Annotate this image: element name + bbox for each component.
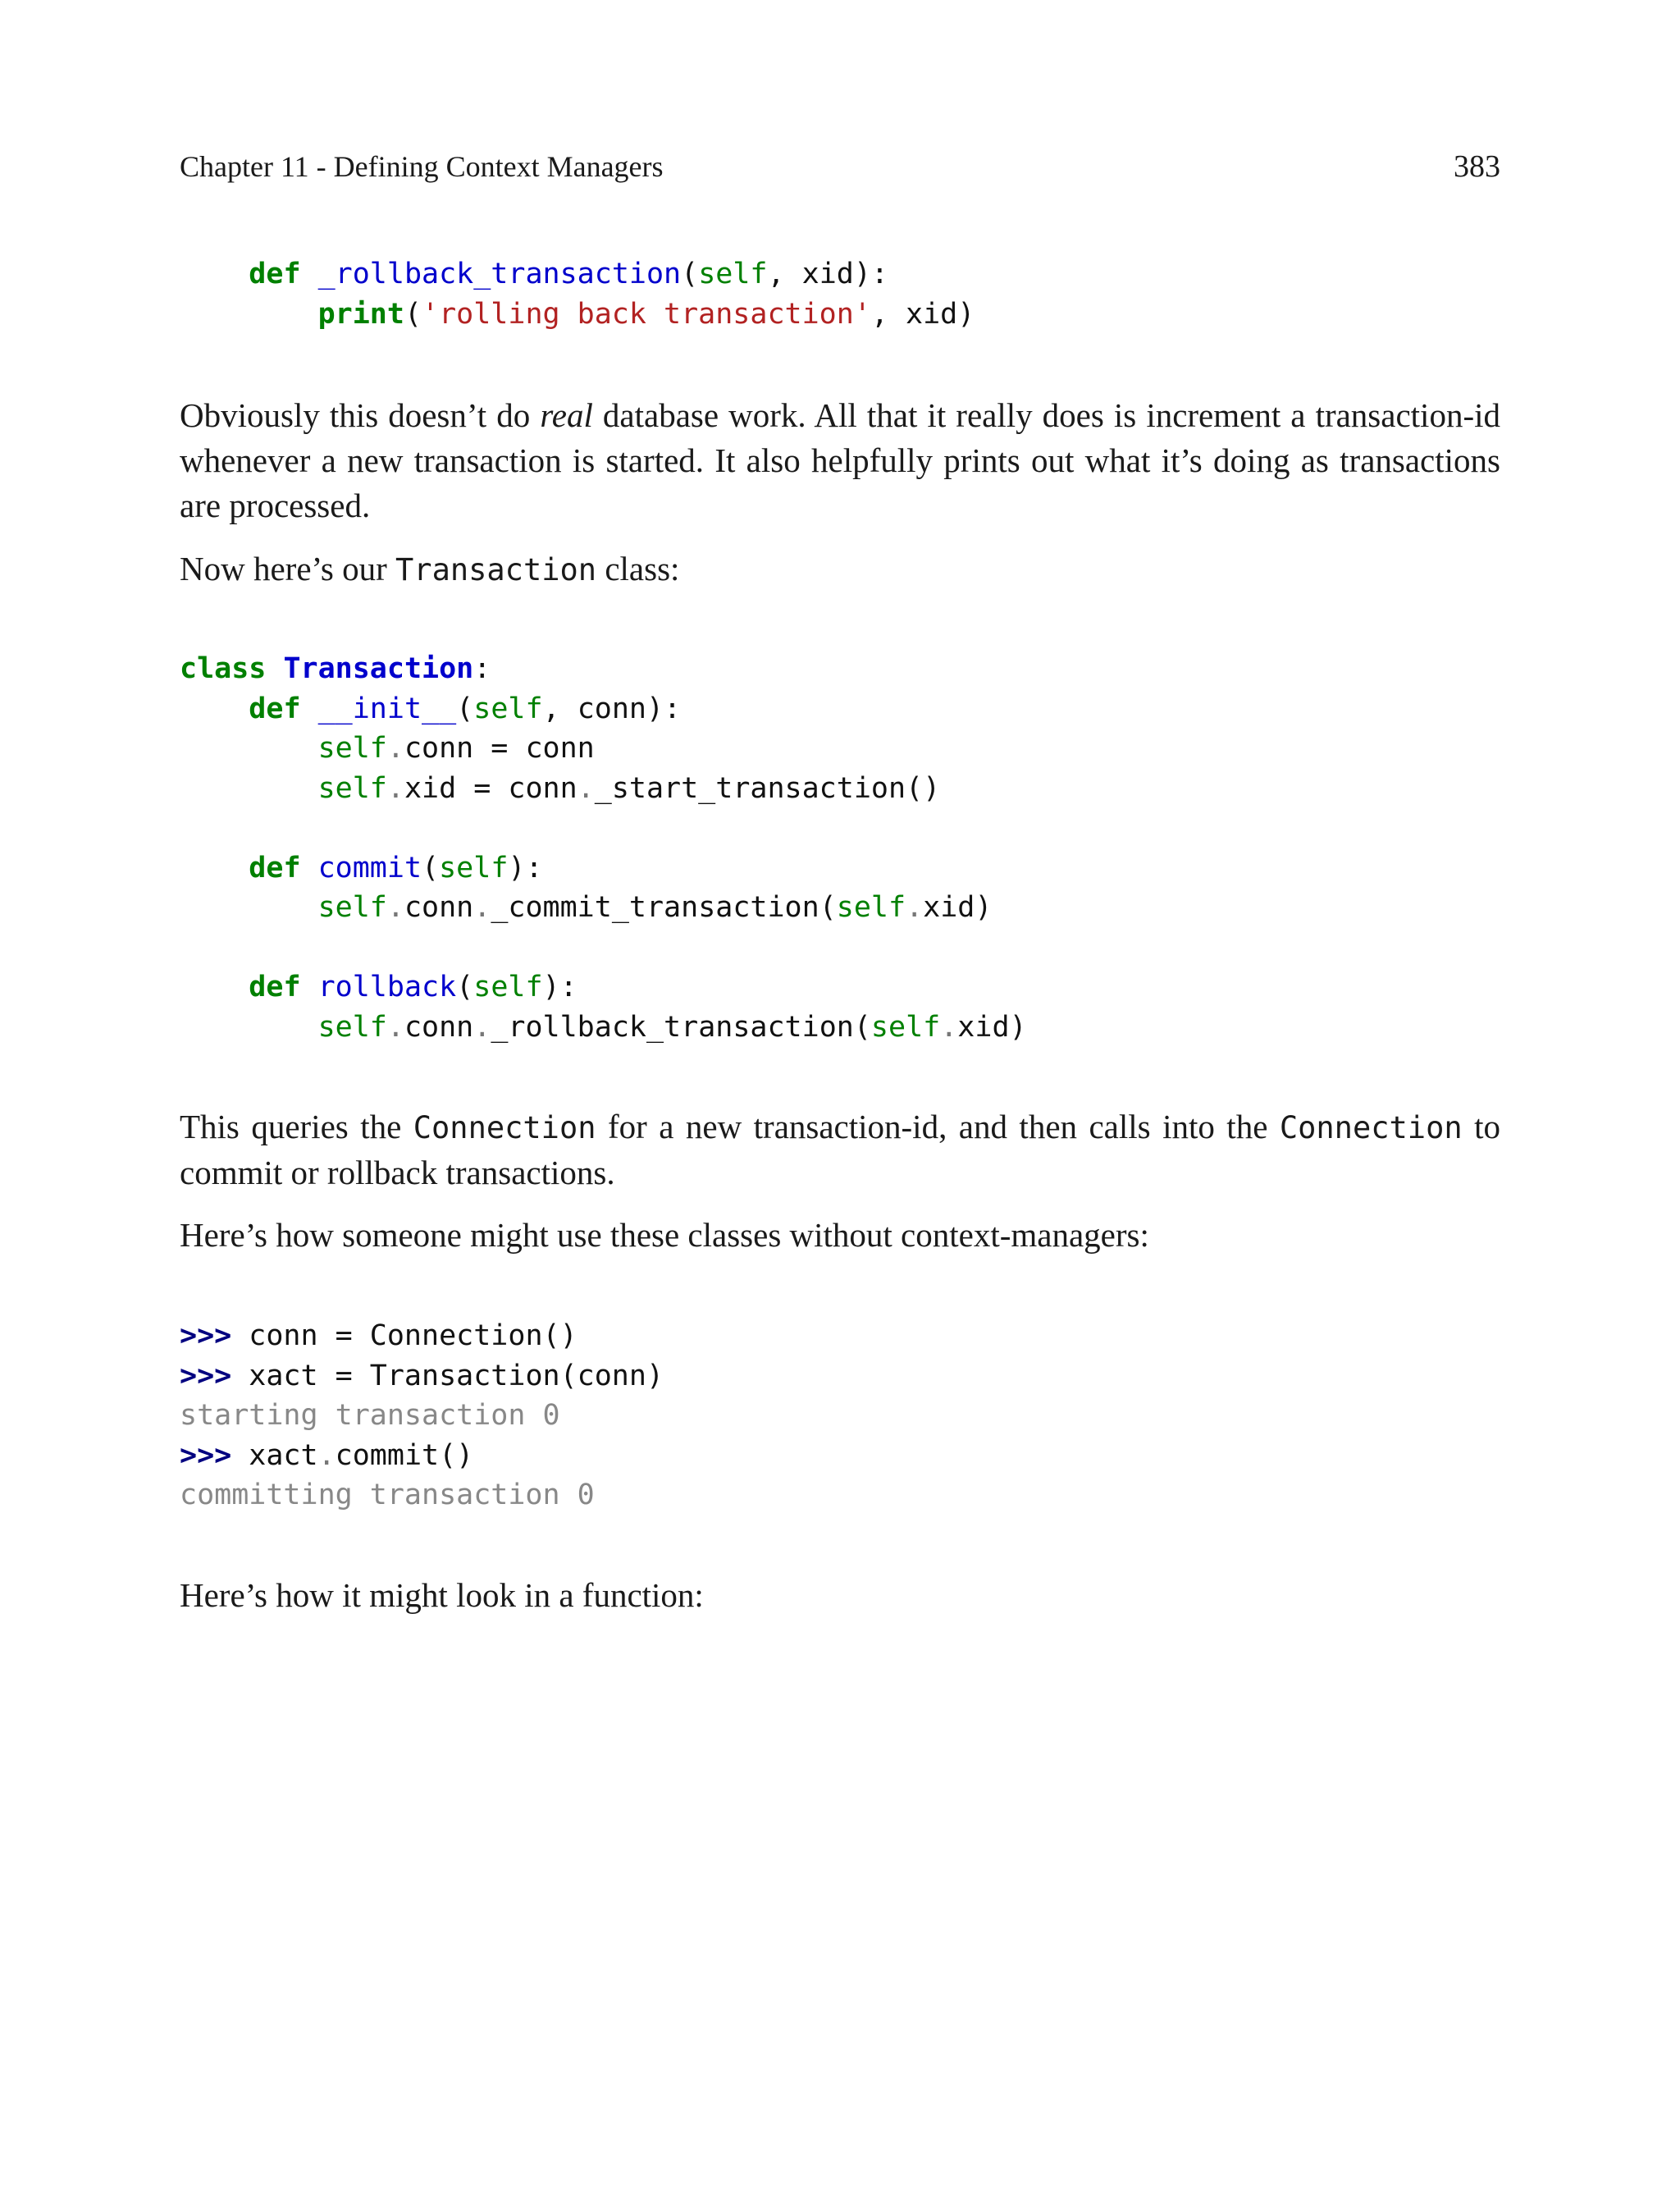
paragraph-transaction-intro: Now here’s our Transaction class: (180, 550, 680, 587)
code-block-rollback-method: def _rollback_transaction(self, xid): print('rolling back transaction', xid) (249, 258, 975, 331)
paragraph-function-intro: Here’s how it might look in a function: (180, 1576, 704, 1614)
running-header (180, 146, 1500, 187)
paragraph-connection-usage: This queries the Connection for a new transaction-id, and then calls into the Connection to commit or rollback transactions. (180, 1108, 1500, 1191)
chapter-title: Chapter 11 - Defining Context Managers (180, 150, 664, 183)
paragraph-usage-intro: Here’s how someone might use these classes without context-managers: (180, 1216, 1149, 1254)
code-block-transaction-class: class Transaction: def __init__(self, conn): self.conn = conn self.xid = conn._start_transaction() def commit(self): self.conn._commit_transaction(self.xid) def rollback(self): self.conn._rollback_transaction(self.xid) (180, 652, 1027, 1044)
page-number: 383 (1454, 149, 1500, 184)
paragraph-explanation: Obviously this doesn’t do real database work. All that it really does is increment a transaction-id whenever a new transaction is started. It also helpfully prints out what it’s doing as transactions are processed. (180, 396, 1500, 524)
code-block-repl-session: >>> conn = Connection() >>> xact = Transaction(conn) starting transaction 0 >>> xact.commit() committing transaction 0 (180, 1319, 664, 1511)
book-page (180, 0, 1500, 2185)
